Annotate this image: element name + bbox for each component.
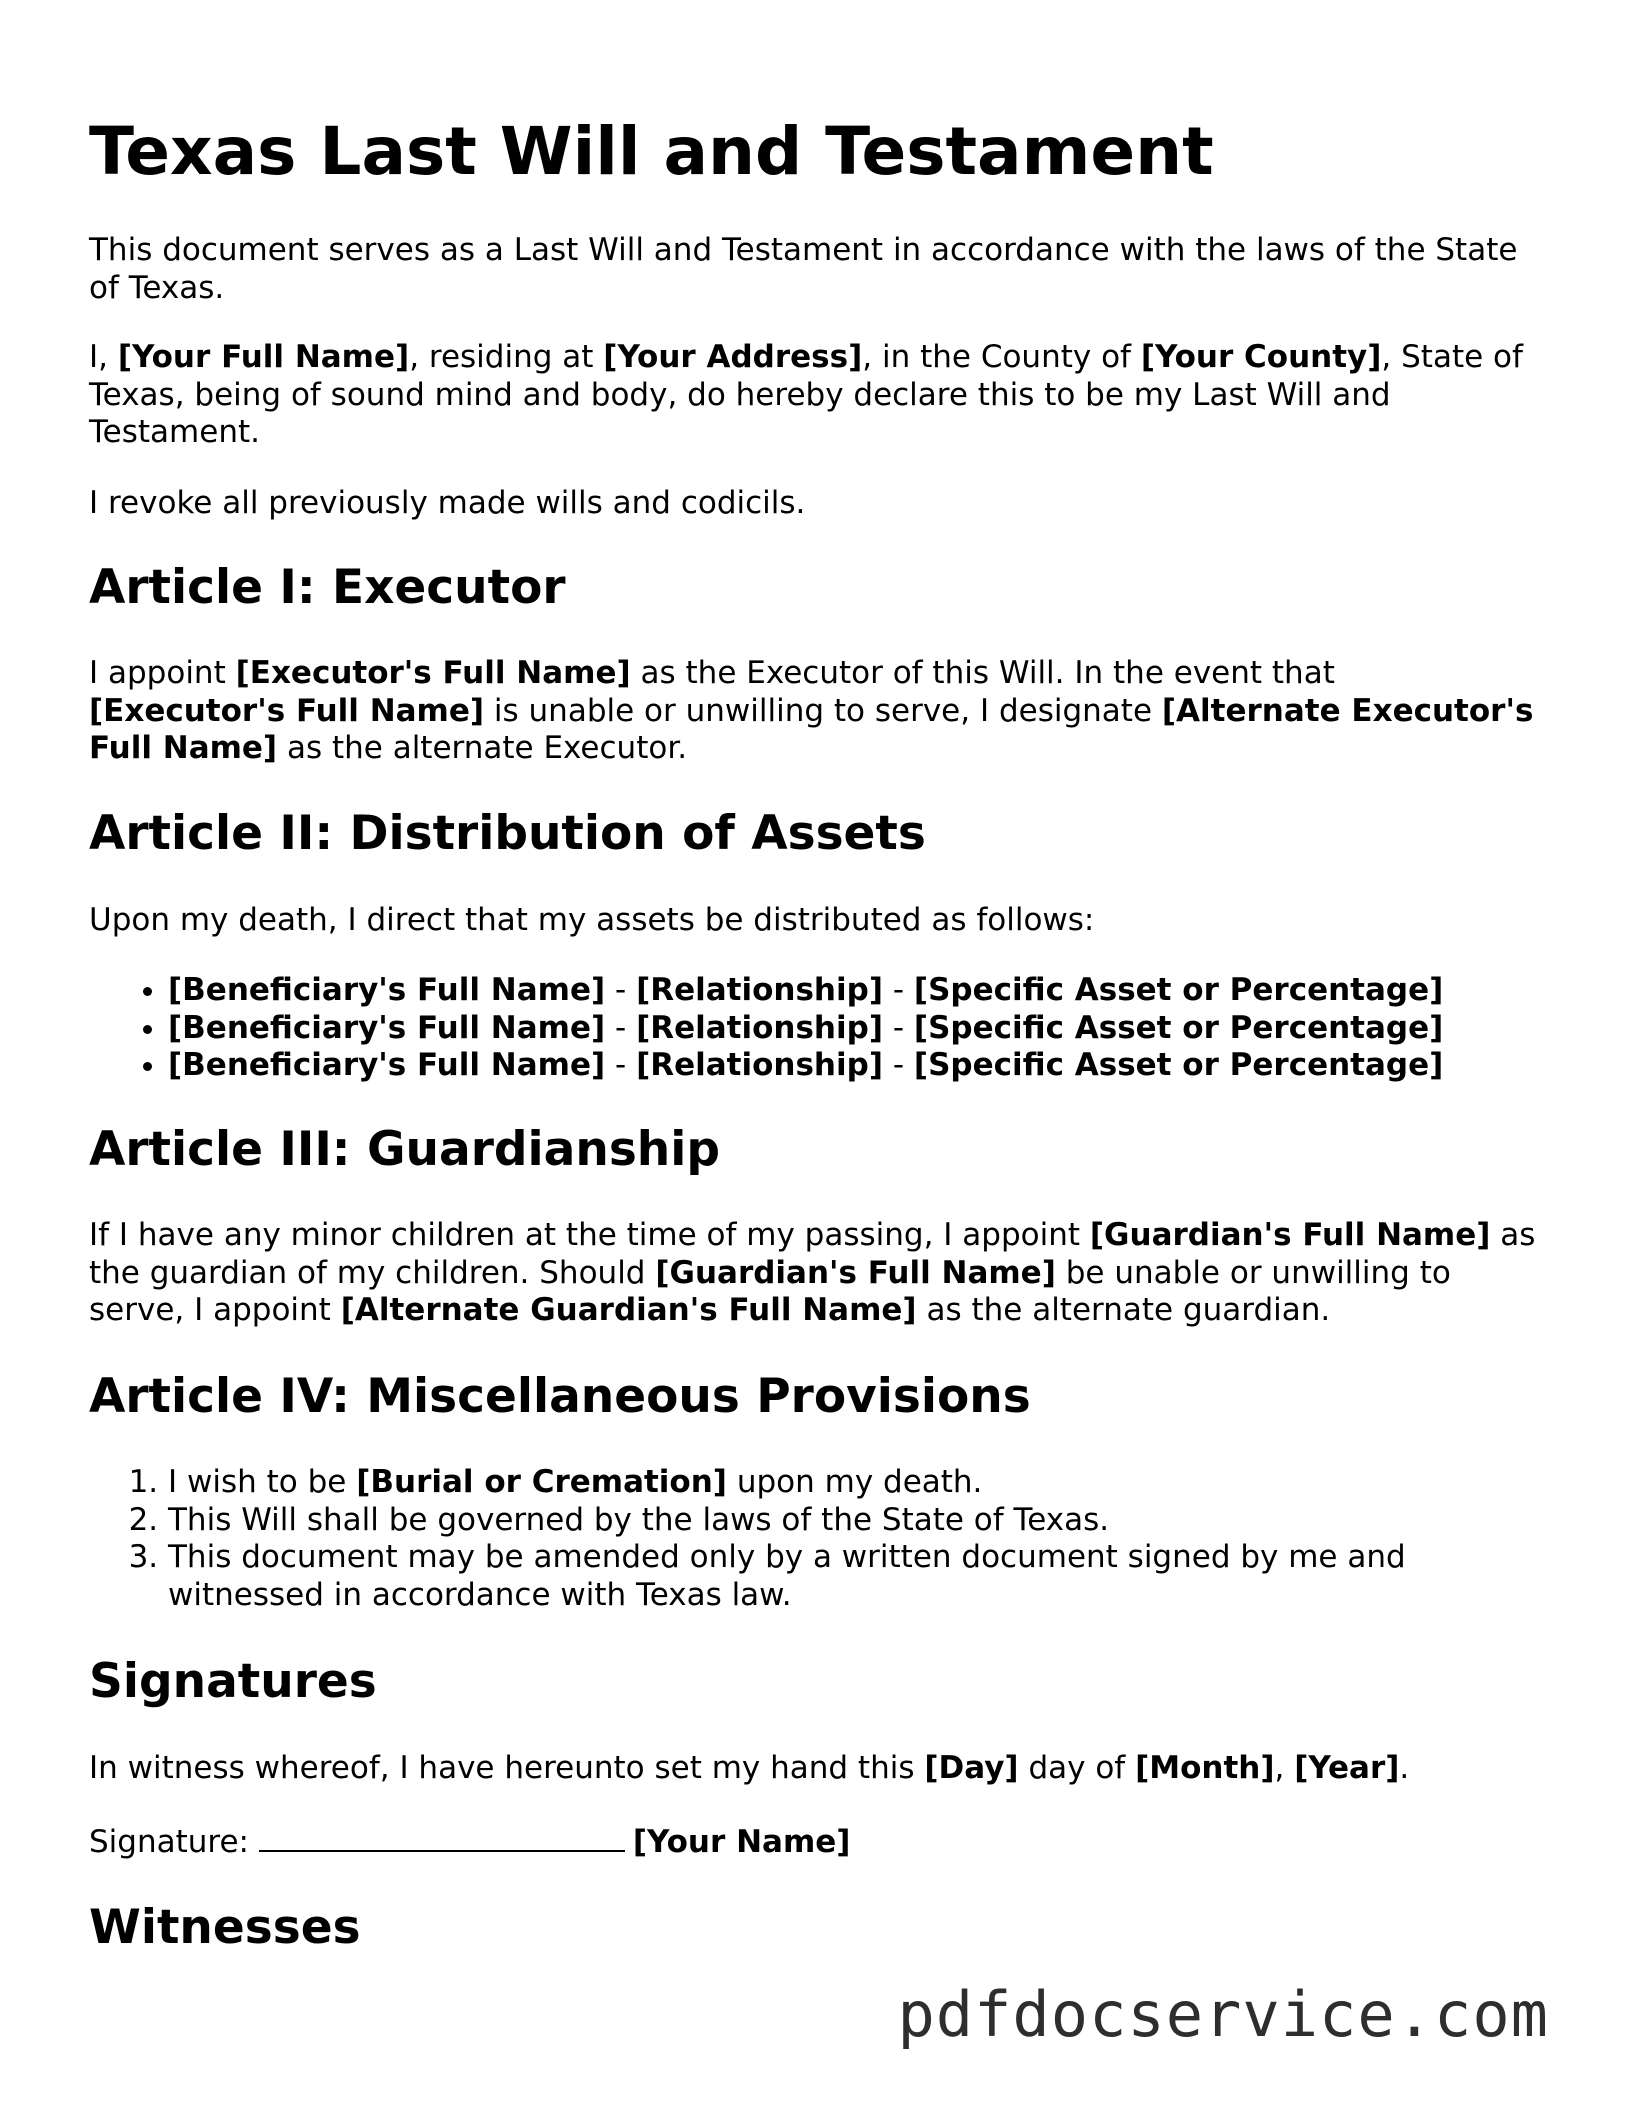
- day-placeholder: [Day]: [924, 1750, 1019, 1786]
- signatures-heading: Signatures: [89, 1654, 377, 1709]
- document-title: Texas Last Will and Testament: [89, 113, 1214, 190]
- testator-address-placeholder: [Your Address]: [603, 339, 863, 375]
- list-item: • [Beneficiary's Full Name] - [Relationship] - [Specific Asset or Percentage]: [168, 1010, 1539, 1048]
- month-placeholder: [Month]: [1135, 1750, 1275, 1786]
- article3-heading: Article III: Guardianship: [89, 1122, 721, 1177]
- signatures-paragraph: In witness whereof, I have hereunto set my hand this [Day] day of [Month], [Year].: [89, 1750, 1410, 1786]
- signature-label: Signature:: [89, 1824, 249, 1860]
- article3-paragraph: If I have any minor children at the time of my passing, I appoint [Guardian's Full Name] as the guardian of my children. Should [Guardian's Full Name] be unable or unwilling to serve, I appoint [Alternate Guardian's Full Name] as the alternate guardian.: [89, 1217, 1536, 1328]
- executor-placeholder: [Executor's Full Name]: [89, 692, 485, 729]
- article1-heading: Article I: Executor: [89, 560, 566, 615]
- article1-paragraph: I appoint [Executor's Full Name] as the Executor of this Will. In the event that [Executor's Full Name] is unable or unwilling to serve, I designate [Alternate Executor's Full Name] as the alternate Executor.: [89, 655, 1534, 766]
- list-item: • [Beneficiary's Full Name] - [Relationship] - [Specific Asset or Percentage]: [168, 1047, 1539, 1085]
- revocation-paragraph: I revoke all previously made wills and codicils.: [89, 485, 806, 521]
- list-item: • [Beneficiary's Full Name] - [Relationship] - [Specific Asset or Percentage]: [168, 972, 1539, 1010]
- signature-line: [259, 1820, 625, 1852]
- year-placeholder: [Year]: [1294, 1750, 1400, 1786]
- testator-name-placeholder: [Your Full Name]: [117, 339, 410, 375]
- provisions-list: [89, 1464, 1539, 1614]
- watermark: pdfdocservice.com: [897, 1978, 1549, 2051]
- article2-heading: Article II: Distribution of Assets: [89, 806, 926, 861]
- burial-choice-placeholder: [Burial or Cremation]: [356, 1464, 727, 1500]
- signature-line-row: [89, 1820, 1539, 1862]
- list-item: 1. I wish to be [Burial or Cremation] upon my death.: [168, 1464, 1539, 1502]
- alternate-guardian-placeholder: [Alternate Guardian's Full Name]: [340, 1292, 917, 1328]
- witnesses-heading: Witnesses: [89, 1900, 361, 1955]
- guardian-placeholder: [Guardian's Full Name]: [1089, 1217, 1491, 1253]
- beneficiary-list: [89, 972, 1539, 1085]
- alternate-executor-placeholder: [Alternate Executor's Full Name]: [89, 692, 1534, 766]
- guardian-placeholder: [Guardian's Full Name]: [655, 1254, 1056, 1291]
- declaration-paragraph: I, [Your Full Name], residing at [Your Address], in the County of [Your County], State of Texas, being of sound mind and body, do hereby declare this to be my Last Will and Testament.: [89, 339, 1523, 450]
- testator-county-placeholder: [Your County]: [1140, 339, 1382, 375]
- executor-placeholder: [Executor's Full Name]: [235, 655, 631, 691]
- article2-intro: Upon my death, I direct that my assets be distributed as follows:: [89, 902, 1095, 938]
- signer-name-placeholder: [Your Name]: [632, 1824, 851, 1860]
- intro-paragraph: This document serves as a Last Will and Testament in accordance with the laws of the State of Texas.: [89, 232, 1518, 306]
- list-item: 3. This document may be amended only by a written document signed by me and witnessed in accordance with Texas law.: [168, 1539, 1539, 1614]
- article4-heading: Article IV: Miscellaneous Provisions: [89, 1369, 1031, 1424]
- list-item: 2. This Will shall be governed by the laws of the State of Texas.: [168, 1502, 1539, 1540]
